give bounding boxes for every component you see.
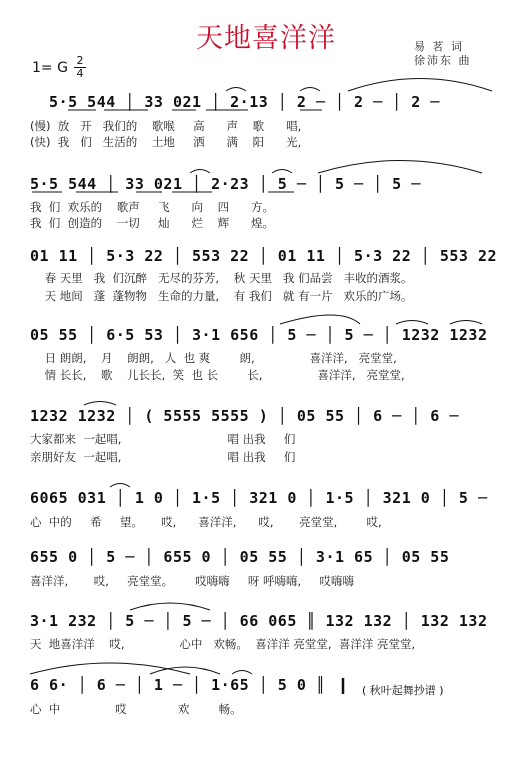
music-line-4: 05 55 │ 6·5 53 │ 3·1 656 │ 5 ─ │ 5 ─ │ 1232 1232 bbox=[30, 326, 488, 344]
lyric-line-3b: 天 地间 蓬 蓬物物 生命的力量, 有 我们 就 有一片 欢乐的广场。 bbox=[30, 289, 413, 303]
music-line-7: 655 0 │ 5 ─ │ 655 0 │ 05 55 │ 3·1 65 │ 05 55 bbox=[30, 548, 450, 566]
song-title: 天地喜洋洋 bbox=[196, 23, 336, 54]
music-line-9: 6 6· │ 6 ─ │ 1 ─ │ 1·65 │ 5 0 ║ bbox=[30, 676, 326, 694]
music-line-3: 01 11 │ 5·3 22 │ 553 22 │ 01 11 │ 5·3 22 │ 553 22 bbox=[30, 247, 498, 265]
music-line-8: 3·1 232 │ 5 ─ │ 5 ─ │ 66 065 ║ 132 132 │ 132 132 bbox=[30, 612, 488, 630]
slur-mark bbox=[30, 663, 190, 674]
music-line-5: 1232 1232 │ ( 5555 5555 ) │ 05 55 │ 6 ─ │ 6 ─ bbox=[30, 407, 459, 425]
lyric-line-4a: 日 朗朗, 月 朗朗, 人 也 爽 朗, 喜洋洋, 亮堂堂, bbox=[30, 351, 397, 365]
source-note: ( 秋叶起舞抄谱 ) bbox=[362, 684, 444, 697]
lyric-line-5a: 大家都来 一起唱, 唱 出我 们 bbox=[30, 432, 296, 446]
slur-mark bbox=[232, 671, 252, 675]
lyric-line-7: 喜洋洋, 哎, 亮堂堂。 哎嗨嗨 呀 呼嗨嗨, 哎嗨嗨 bbox=[30, 574, 354, 588]
lyric-line-1b: (快) 我 们 生活的 土地 洒 满 阳 光, bbox=[30, 135, 302, 149]
slur-mark bbox=[396, 321, 428, 325]
slur-mark bbox=[348, 79, 492, 92]
slur-mark bbox=[130, 603, 210, 610]
music-line-2: 5·5 544 │ 33 021 │ 2·23 │ 5 ─ │ 5 ─ │ 5 ─ bbox=[30, 175, 421, 193]
lyric-line-8: 天 地喜洋洋 哎, 心中 欢畅。 喜洋洋 亮堂堂, 喜洋洋 亮堂堂, bbox=[30, 637, 416, 651]
lyric-line-9: 心 中 哎 欢 畅。 bbox=[30, 702, 242, 716]
lyric-line-2a: 我 们 欢乐的 歌声 飞 向 四 方。 bbox=[30, 200, 275, 214]
slur-mark bbox=[280, 315, 360, 324]
slur-mark bbox=[272, 170, 292, 174]
composer-credit: 徐沛东 曲 bbox=[414, 54, 472, 67]
lyric-line-6: 心 中的 希 望。 哎, 喜洋洋, 哎, 亮堂堂, 哎, bbox=[30, 515, 382, 529]
music-line-6: 6065 031 │ 1 0 │ 1·5 │ 321 0 │ 1·5 │ 321 0 │ 5 ─ bbox=[30, 489, 488, 507]
lyricist-credit: 易 茗 词 bbox=[414, 40, 464, 53]
lyric-line-2b: 我 们 创造的 一切 灿 烂 辉 煌。 bbox=[30, 216, 275, 230]
music-line-1: 5·5 544 │ 33 021 │ 2·13 │ 2 ─ │ 2 ─ │ 2 ─ bbox=[30, 93, 440, 111]
lyric-line-1a: (慢) 放 开 我们的 歌喉 高 声 歌 唱, bbox=[30, 119, 302, 133]
lyric-line-3a: 春 天里 我 们沉醉 无尽的芬芳, 秋 天里 我 们品尝 丰收的酒浆。 bbox=[30, 271, 413, 285]
slur-mark bbox=[84, 402, 116, 406]
slur-mark bbox=[190, 170, 210, 174]
slur-mark bbox=[110, 484, 130, 488]
slur-mark bbox=[300, 88, 320, 92]
time-signature bbox=[74, 55, 86, 80]
slur-mark bbox=[450, 321, 482, 325]
lyric-line-5b: 亲朋好友 一起唱, 唱 出我 们 bbox=[30, 450, 296, 464]
slur-mark bbox=[318, 161, 482, 174]
lyric-line-4b: 情 长长, 歌 儿长长, 笑 也 长 长, 喜洋洋, 亮堂堂, bbox=[30, 368, 405, 382]
key-signature: 1= G bbox=[32, 60, 68, 76]
time-sig-bottom: 4 bbox=[76, 67, 84, 80]
time-sig-top: 2 bbox=[74, 55, 86, 68]
slur-mark bbox=[150, 667, 220, 674]
slur-mark bbox=[226, 88, 246, 92]
